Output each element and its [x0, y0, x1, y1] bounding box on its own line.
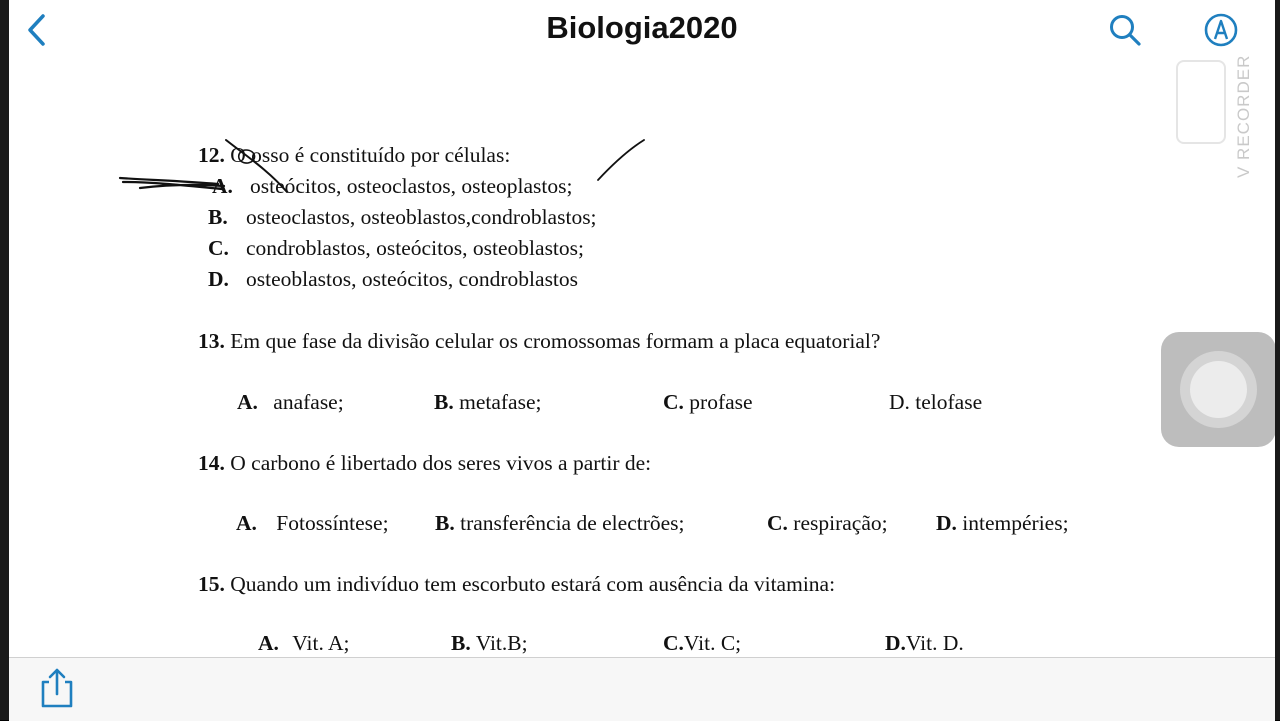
q13-option-c	[663, 390, 753, 415]
option-letter: A.	[258, 631, 279, 655]
question-14	[198, 451, 651, 476]
option-text: Vit. C;	[683, 631, 742, 655]
q14-option-d	[936, 511, 1069, 536]
option-letter: B.	[435, 511, 455, 535]
share-button[interactable]	[37, 666, 77, 710]
assistive-core	[1190, 361, 1247, 418]
q15-option-c	[663, 631, 741, 656]
option-letter: C.	[767, 511, 788, 535]
q15-option-d	[885, 631, 964, 656]
q13-option-d	[889, 390, 982, 415]
option-letter: A.	[236, 511, 257, 535]
option-letter: B.	[208, 205, 228, 229]
question-15	[198, 572, 835, 597]
q13-option-a	[237, 390, 344, 415]
option-text: Vit.B;	[475, 631, 528, 655]
question-text: Quando um indivíduo tem escorbuto estará com ausência da vitamina:	[230, 572, 836, 596]
question-text: Em que fase da divisão celular os cromossomas formam a placa equatorial?	[230, 329, 881, 353]
question-number: 15.	[198, 572, 225, 596]
q15-option-b	[451, 631, 528, 656]
q12-option-d-text: osteoblastos, osteócitos, condroblastos	[246, 267, 579, 291]
assistive-touch-button[interactable]	[1161, 332, 1276, 447]
option-letter: C.	[663, 631, 684, 655]
option-text: Vit. D.	[905, 631, 964, 655]
q13-option-b	[434, 390, 541, 415]
q14-option-c	[767, 511, 888, 536]
option-letter: C.	[663, 390, 684, 414]
question-number: 14.	[198, 451, 225, 475]
option-letter: A.	[212, 174, 233, 198]
option-text: profase	[689, 390, 753, 414]
q12-option-c-text: condroblastos, osteócitos, osteoblastos;	[246, 236, 584, 260]
option-text: anafase;	[273, 390, 344, 414]
question-number: 13.	[198, 329, 225, 353]
option-text: Fotossíntese;	[276, 511, 389, 535]
option-text: transferência de electrões;	[460, 511, 685, 535]
option-letter: D.	[936, 511, 957, 535]
question-text: O osso é constituído por células:	[230, 143, 511, 167]
option-letter: B.	[451, 631, 471, 655]
option-letter: A.	[237, 390, 258, 414]
q12-option-b-text: osteoclastos, osteoblastos,condroblastos;	[246, 205, 597, 229]
share-icon	[37, 666, 77, 710]
q12-option-a	[212, 174, 233, 199]
device-bezel-right	[1275, 0, 1280, 720]
question-12	[198, 143, 510, 168]
option-letter: B.	[434, 390, 454, 414]
device-bezel-left	[0, 0, 9, 720]
q14-option-a	[236, 511, 389, 536]
q12-option-b	[208, 205, 228, 230]
option-letter: D.	[889, 390, 910, 414]
question-number: 12.	[198, 143, 225, 167]
option-letter: D.	[885, 631, 906, 655]
option-letter: C.	[208, 236, 229, 260]
option-text: intempéries;	[962, 511, 1069, 535]
option-text: metafase;	[459, 390, 542, 414]
q12-option-d	[208, 267, 229, 292]
watermark-text: V RECORDER	[1234, 54, 1253, 178]
bottom-toolbar	[9, 657, 1275, 721]
q12-option-c	[208, 236, 229, 261]
document-title: Biologia2020	[546, 10, 738, 45]
question-13	[198, 329, 880, 354]
option-letter: D.	[208, 267, 229, 291]
q14-option-b	[435, 511, 685, 536]
option-text: Vit. A;	[292, 631, 350, 655]
option-text: telofase	[915, 390, 983, 414]
question-text: O carbono é libertado dos seres vivos a partir de:	[230, 451, 652, 475]
q15-option-a	[258, 631, 350, 656]
q12-option-a-text: osteócitos, osteoclastos, osteoplastos;	[250, 174, 573, 198]
option-text: respiração;	[793, 511, 888, 535]
